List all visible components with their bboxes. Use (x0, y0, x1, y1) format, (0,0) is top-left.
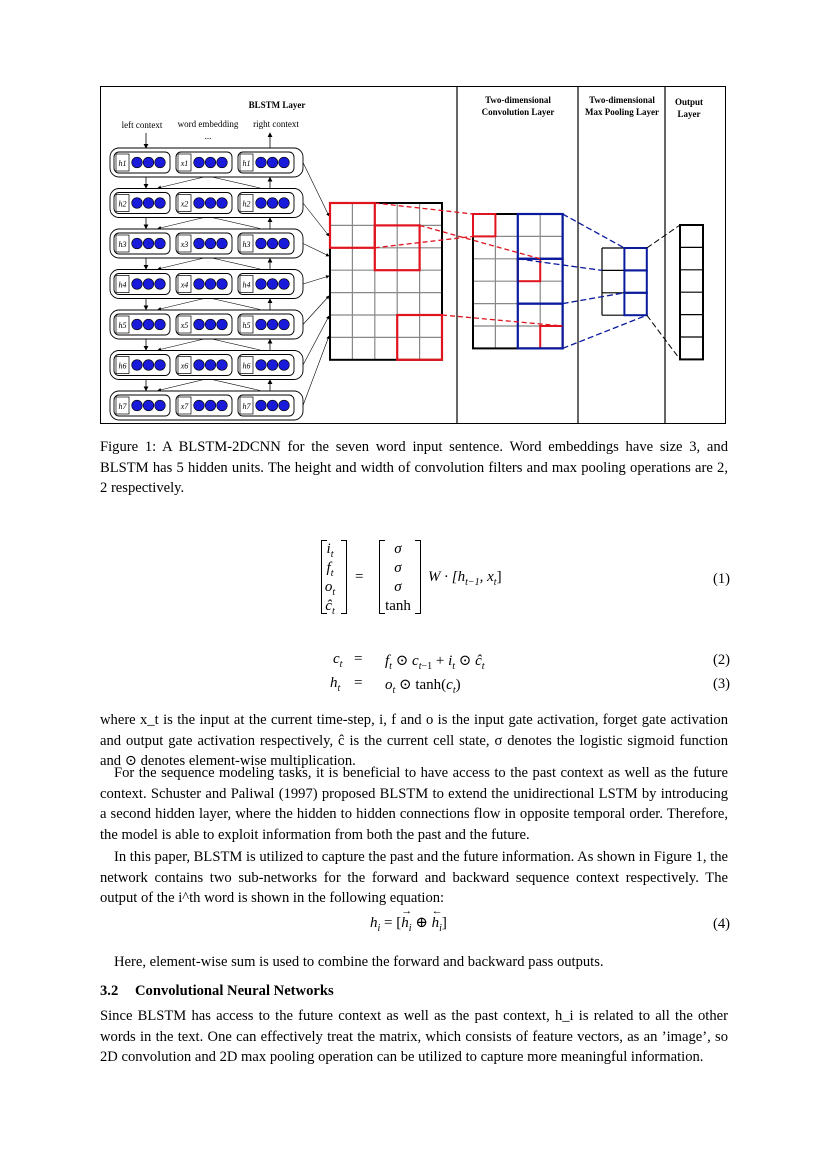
hidden-cell-4-2 (238, 274, 294, 295)
hidden-cell-3-0 (114, 233, 170, 254)
node-circle (205, 400, 216, 411)
embedding-cell-7-1 (176, 395, 232, 416)
node-circle (194, 319, 205, 330)
node-circle (143, 238, 154, 249)
node-circle (217, 360, 228, 371)
paragraph-blstm-intro: For the sequence modeling tasks, it is beneficial to have access to the past context as well as the future context. Schuster and Paliwal (1997) proposed BLSTM to extend the unidirectional LSTM by introducing a second hidden layer, where the hidden to hidden connections flow in opposite temporal order. Therefore, the model is able to exploit information from both the past and the future. (100, 765, 728, 843)
cell-symbol: x1 (180, 159, 189, 168)
node-circle (132, 198, 143, 209)
panel-title-conv-1: Two-dimensional (485, 95, 551, 105)
node-circle (132, 157, 143, 168)
node-circle (256, 319, 267, 330)
panel-title-blstm: BLSTM Layer (248, 100, 306, 110)
hidden-cell-4-0 (114, 274, 170, 295)
node-circle (205, 157, 216, 168)
node-circle (155, 157, 166, 168)
node-circle (267, 238, 278, 249)
section-heading: 3.2 Convolutional Neural Networks (100, 983, 334, 999)
cell-symbol: h3 (118, 240, 127, 249)
node-circle (155, 279, 166, 290)
pool-output-cell (624, 293, 646, 315)
cell-symbol: h6 (242, 361, 251, 371)
equation-2-number: (2) (712, 652, 730, 668)
embedding-cell-2-1 (176, 193, 232, 214)
cell-symbol: x2 (180, 199, 189, 209)
node-circle (217, 198, 228, 209)
cell-symbol: h2 (118, 199, 127, 209)
cell-symbol: x5 (180, 321, 189, 330)
equation-4-number: (4) (712, 916, 730, 932)
node-circle (205, 238, 216, 249)
conv-output-cell (473, 214, 495, 236)
hidden-cell-6-0 (114, 355, 170, 376)
panel-title-pool-2: Max Pooling Layer (585, 107, 659, 117)
node-circle (194, 198, 205, 209)
hidden-cell-7-0 (114, 395, 170, 416)
node-circle (132, 319, 143, 330)
paragraph-gates: where x_t is the input at the current time-step, i, f and o is the input gate activation, forget gate activation and output gate activation respectively, ĉ is the current cell state, σ denotes the logistic sigmoid function and ⊙ denotes element-wise multiplication. (100, 712, 728, 770)
hidden-cell-5-2 (238, 314, 294, 335)
cell-symbol: h1 (118, 159, 127, 168)
node-circle (256, 238, 267, 249)
panel-title-pool-1: Two-dimensional (589, 95, 655, 105)
node-circle (143, 157, 154, 168)
node-circle (279, 238, 290, 249)
node-circle (256, 279, 267, 290)
node-circle (143, 198, 154, 209)
cell-symbol: x3 (180, 240, 189, 249)
node-circle (279, 157, 290, 168)
cell-symbol: h7 (118, 402, 127, 411)
panel-title-out-2: Layer (677, 109, 701, 119)
hidden-cell-1-2 (238, 152, 294, 173)
node-circle (267, 319, 278, 330)
node-circle (217, 319, 228, 330)
hidden-cell-6-2 (238, 355, 294, 376)
label-dots: ... (204, 131, 212, 141)
node-circle (194, 157, 205, 168)
node-circle (205, 279, 216, 290)
node-circle (205, 360, 216, 371)
cell-symbol: x7 (180, 402, 189, 411)
blstm-rows (110, 148, 303, 420)
conv-output-cell (540, 326, 562, 348)
node-circle (267, 400, 278, 411)
output-vector (647, 225, 703, 359)
conv-output-cell (518, 259, 540, 281)
node-circle (155, 360, 166, 371)
node-circle (155, 198, 166, 209)
cell-symbol: x4 (180, 280, 189, 290)
node-circle (132, 400, 143, 411)
node-circle (143, 279, 154, 290)
node-circle (132, 238, 143, 249)
hidden-cell-7-2 (238, 395, 294, 416)
node-circle (205, 198, 216, 209)
node-circle (194, 238, 205, 249)
node-circle (143, 400, 154, 411)
hidden-cell-5-0 (114, 314, 170, 335)
label-word-embedding: word embedding (177, 119, 239, 129)
blstm-links (146, 163, 329, 406)
node-circle (279, 198, 290, 209)
node-circle (132, 279, 143, 290)
equation-3-number: (3) (712, 676, 730, 692)
node-circle (267, 157, 278, 168)
paragraph-elementwise-sum: Here, element-wise sum is used to combine the forward and backward pass outputs. (114, 954, 604, 970)
node-circle (256, 400, 267, 411)
cell-symbol: h6 (118, 361, 127, 371)
node-circle (256, 198, 267, 209)
cell-symbol: h5 (242, 321, 251, 330)
cell-symbol: h7 (242, 402, 251, 411)
node-circle (155, 400, 166, 411)
node-circle (279, 319, 290, 330)
label-left-context: left context (121, 120, 163, 130)
node-circle (205, 319, 216, 330)
node-circle (217, 279, 228, 290)
cell-symbol: h3 (242, 240, 251, 249)
node-circle (143, 319, 154, 330)
node-circle (256, 360, 267, 371)
equation-1-number: (1) (712, 571, 730, 587)
embedding-cell-6-1 (176, 355, 232, 376)
node-circle (279, 279, 290, 290)
figure-caption: Figure 1: A BLSTM-2DCNN for the seven word input sentence. Word embeddings have size 3, and BLSTM has 5 hidden units. The height and width of convolution filters and max pooling operations are 2, 2 respectively. (100, 439, 728, 497)
node-circle (194, 360, 205, 371)
hidden-cell-2-2 (238, 193, 294, 214)
node-circle (217, 157, 228, 168)
embedding-cell-5-1 (176, 314, 232, 335)
cell-symbol: h4 (118, 280, 127, 290)
node-circle (267, 360, 278, 371)
cell-symbol: h1 (242, 159, 251, 168)
node-circle (132, 360, 143, 371)
embedding-cell-1-1 (176, 152, 232, 173)
hidden-cell-2-0 (114, 193, 170, 214)
embedding-cell-3-1 (176, 233, 232, 254)
node-circle (217, 400, 228, 411)
node-circle (155, 319, 166, 330)
node-circle (279, 360, 290, 371)
node-circle (217, 238, 228, 249)
pool-output-cell (624, 248, 646, 270)
node-circle (155, 238, 166, 249)
node-circle (279, 400, 290, 411)
node-circle (267, 198, 278, 209)
blstm-output-matrix (330, 203, 442, 360)
figure-blstm-2dcnn (100, 86, 726, 424)
cell-symbol: h4 (242, 280, 251, 290)
label-right-context: right context (253, 119, 299, 129)
node-circle (194, 279, 205, 290)
hidden-cell-1-0 (114, 152, 170, 173)
node-circle (143, 360, 154, 371)
hidden-cell-3-2 (238, 233, 294, 254)
panel-title-out-1: Output (674, 97, 704, 107)
cell-symbol: h2 (242, 199, 251, 209)
node-circle (256, 157, 267, 168)
pool-output-cell (624, 270, 646, 292)
embedding-cell-4-1 (176, 274, 232, 295)
paragraph-blstm-usage: In this paper, BLSTM is utilized to capture the past and the future information. As shown in Figure 1, the network contains two sub-networks for the forward and backward sequence context respectively. The output of the i^th word is shown in the following equation: (100, 849, 728, 907)
panel-title-conv-2: Convolution Layer (481, 107, 555, 117)
node-circle (194, 400, 205, 411)
paragraph-cnn: Since BLSTM has access to the future context as well as the past context, h_i is related to all the other words in the text. One can effectively treat the matrix, which consists of feature vectors, as an ’image’, so 2D convolution and 2D max pooling operation can be utilized to capture more meaningful information. (100, 1008, 728, 1066)
node-circle (267, 279, 278, 290)
cell-symbol: x6 (180, 361, 189, 371)
cell-symbol: h5 (118, 321, 127, 330)
